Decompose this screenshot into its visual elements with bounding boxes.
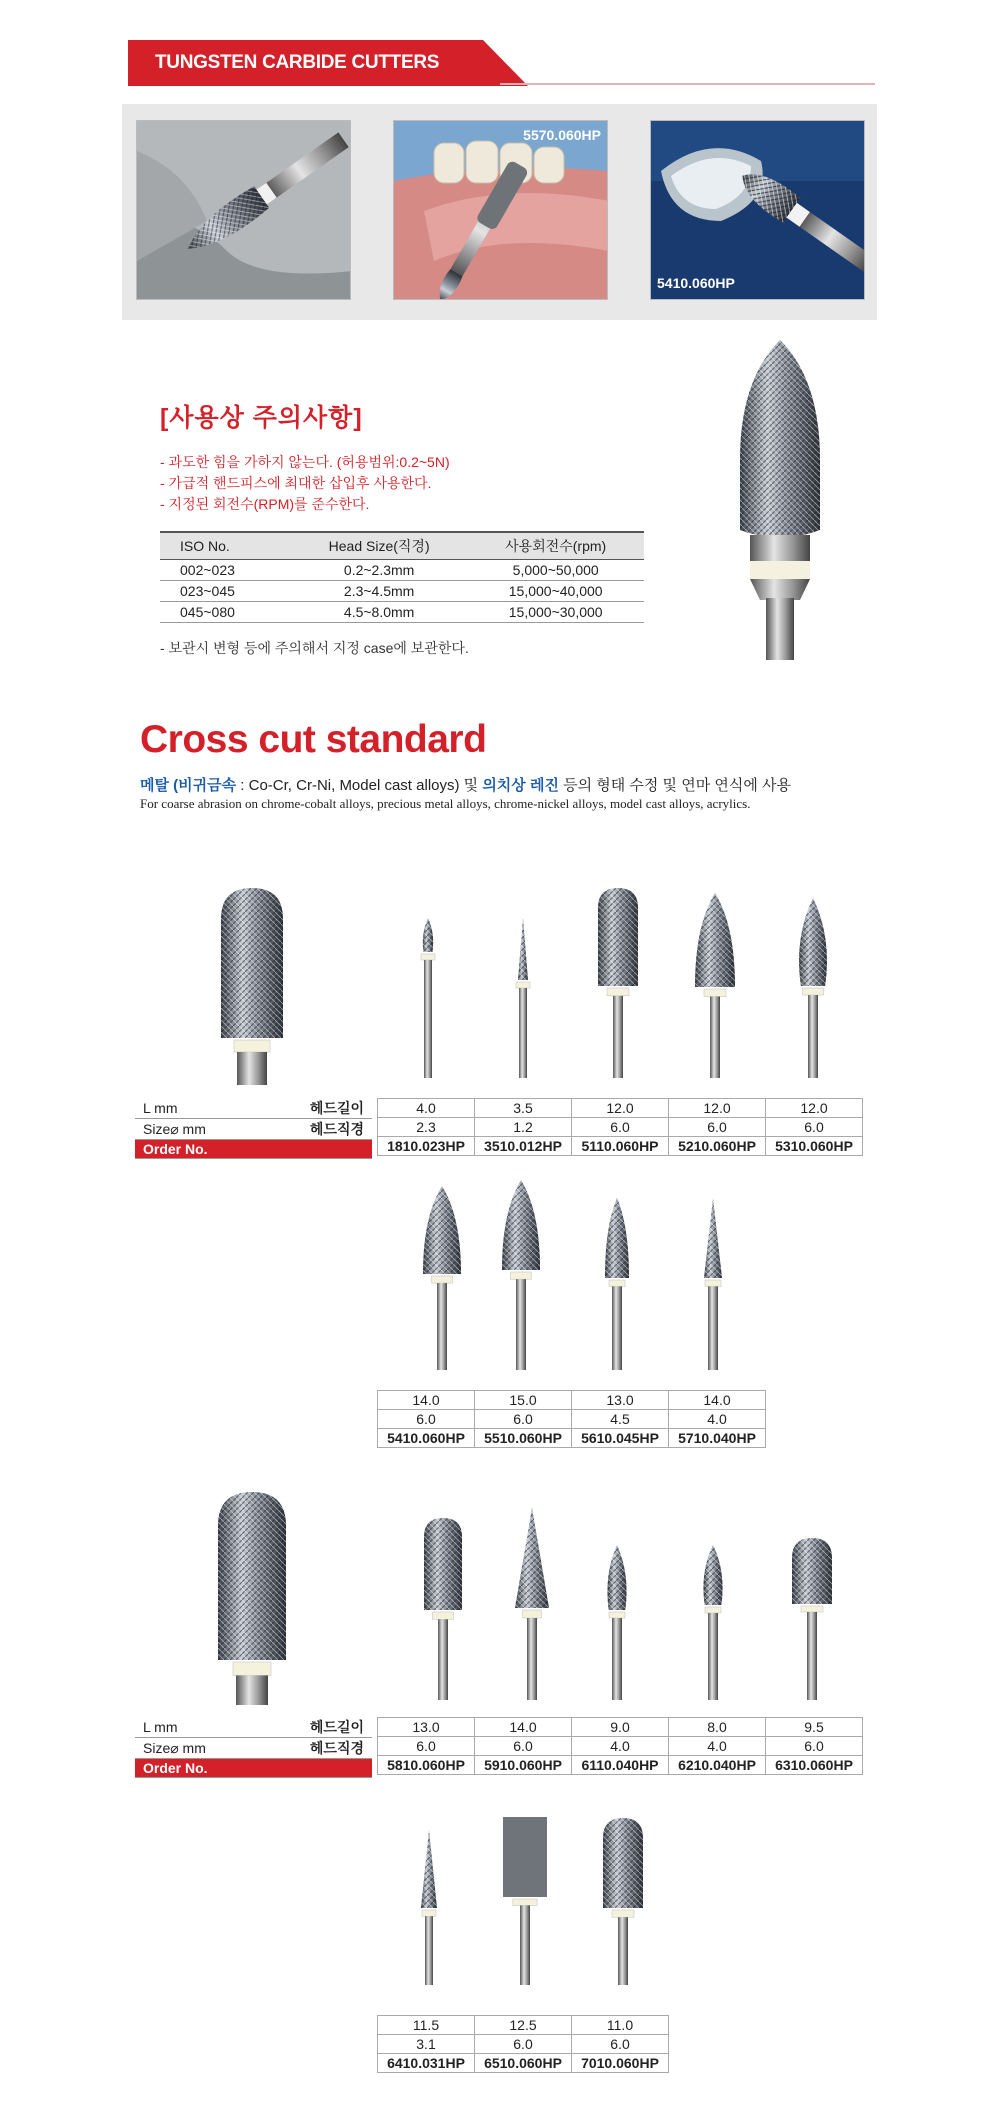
product-table-3 <box>377 1717 863 1775</box>
table-cell: 045~080 <box>160 602 291 623</box>
highlight-text: 의치상 레진 <box>482 777 559 794</box>
rpm-spec-table <box>160 531 644 623</box>
photo-burr-on-model <box>136 120 351 300</box>
length-cell: 4.0 <box>378 1099 475 1118</box>
size-cell: 6.0 <box>766 1737 863 1756</box>
length-cell: 13.0 <box>378 1718 475 1737</box>
table-row <box>160 602 644 623</box>
table-row <box>160 560 644 581</box>
length-cell: 11.5 <box>378 2016 475 2035</box>
burr-image <box>788 898 838 1078</box>
order-cell: 5110.060HP <box>572 1137 669 1156</box>
order-cell: 5910.060HP <box>475 1756 572 1775</box>
length-cell: 3.5 <box>475 1099 572 1118</box>
size-cell: 6.0 <box>475 2035 572 2054</box>
burr-image <box>415 918 441 1078</box>
size-cell: 6.0 <box>572 1118 669 1137</box>
description-text: : Co-Cr, Cr-Ni, Model cast alloys) 및 <box>236 777 483 794</box>
burr-image <box>694 1545 732 1700</box>
table-row <box>160 581 644 602</box>
order-cell: 6310.060HP <box>766 1756 863 1775</box>
length-cell: 13.0 <box>572 1391 669 1410</box>
size-cell: 1.2 <box>475 1118 572 1137</box>
size-cell: 4.0 <box>669 1410 766 1429</box>
order-cell: 3510.012HP <box>475 1137 572 1156</box>
length-cell: 14.0 <box>669 1391 766 1410</box>
table-cell: 5,000~50,000 <box>467 560 644 581</box>
length-cell: 9.5 <box>766 1718 863 1737</box>
order-cell: 1810.023HP <box>378 1137 475 1156</box>
table-cell: 4.5~8.0mm <box>291 602 467 623</box>
burr-image <box>415 1830 443 1985</box>
label-size-mm: Size⌀ mm <box>135 1738 255 1759</box>
label-size-mm: Size⌀ mm <box>135 1119 255 1140</box>
burr-image <box>215 888 289 1085</box>
label-head-diameter: 헤드직경 <box>255 1738 372 1759</box>
caution-item: - 과도한 힘을 가하지 않는다. (허용범위:0.2~5N) <box>160 454 450 470</box>
burr-image <box>698 1198 728 1370</box>
size-cell: 6.0 <box>475 1410 572 1429</box>
photo-resin-work <box>650 120 865 300</box>
large-burr-image <box>700 340 860 660</box>
length-cell: 11.0 <box>572 2016 669 2035</box>
header-divider <box>500 83 875 85</box>
section-description-en: For coarse abrasion on chrome-cobalt alloys, precious metal alloys, chrome-nickel alloys, model cast alloys, acrylics. <box>140 796 751 811</box>
caution-item: - 가급적 핸드피스에 최대한 삽입후 사용한다. <box>160 475 432 491</box>
order-cell: 6210.040HP <box>669 1756 766 1775</box>
label-head-diameter: 헤드직경 <box>255 1119 372 1140</box>
size-cell: 6.0 <box>669 1118 766 1137</box>
size-cell: 2.3 <box>378 1118 475 1137</box>
size-cell: 6.0 <box>572 2035 669 2054</box>
length-cell: 8.0 <box>669 1718 766 1737</box>
length-cell: 12.0 <box>669 1099 766 1118</box>
label-order-no: Order No. <box>135 1759 372 1778</box>
size-cell: 6.0 <box>378 1410 475 1429</box>
size-cell: 4.0 <box>572 1737 669 1756</box>
burr-image <box>592 888 644 1078</box>
length-cell: 12.5 <box>475 2016 572 2035</box>
product-table-4 <box>377 2015 669 2073</box>
caution-item: - 지정된 회전수(RPM)를 준수한다. <box>160 496 370 512</box>
burr-image <box>497 1817 553 1985</box>
size-cell: 6.0 <box>475 1737 572 1756</box>
burr-image <box>418 1518 468 1700</box>
order-cell: 5810.060HP <box>378 1756 475 1775</box>
length-cell: 12.0 <box>766 1099 863 1118</box>
length-cell: 12.0 <box>572 1099 669 1118</box>
burr-image <box>599 1198 635 1370</box>
order-cell: 7010.060HP <box>572 2054 669 2073</box>
order-cell: 6110.040HP <box>572 1756 669 1775</box>
label-l-mm: L mm <box>135 1717 255 1738</box>
highlight-text: 메탈 (비귀금속 <box>140 777 237 794</box>
table-cell: 2.3~4.5mm <box>291 581 467 602</box>
order-cell: 6410.031HP <box>378 2054 475 2073</box>
column-header: 사용회전수(rpm) <box>467 532 644 560</box>
burr-image <box>597 1818 649 1985</box>
table-cell: 002~023 <box>160 560 291 581</box>
column-header: Head Size(직경) <box>291 532 467 560</box>
order-cell: 5610.045HP <box>572 1429 669 1448</box>
order-cell: 5510.060HP <box>475 1429 572 1448</box>
storage-note: - 보관시 변형 등에 주의해서 지정 case에 보관한다. <box>160 640 469 656</box>
order-cell: 6510.060HP <box>475 2054 572 2073</box>
label-head-length: 헤드길이 <box>255 1717 372 1738</box>
length-cell: 14.0 <box>475 1718 572 1737</box>
size-cell: 6.0 <box>766 1118 863 1137</box>
order-cell: 5310.060HP <box>766 1137 863 1156</box>
length-cell: 14.0 <box>378 1391 475 1410</box>
label-order-no: Order No. <box>135 1140 372 1159</box>
label-head-length: 헤드길이 <box>255 1098 372 1119</box>
page-title: TUNGSTEN CARBIDE CUTTERS <box>155 52 440 73</box>
spec-labels <box>135 1098 372 1159</box>
caution-title: [사용상 주의사항] <box>160 404 363 432</box>
spec-labels <box>135 1717 372 1778</box>
burr-image <box>496 1180 546 1370</box>
order-cell: 5210.060HP <box>669 1137 766 1156</box>
description-text: 등의 형태 수정 및 연마 연식에 사용 <box>558 777 791 794</box>
label-l-mm: L mm <box>135 1098 255 1119</box>
table-cell: 0.2~2.3mm <box>291 560 467 581</box>
size-cell: 3.1 <box>378 2035 475 2054</box>
table-cell: 023~045 <box>160 581 291 602</box>
section-title: Cross cut standard <box>140 718 487 761</box>
product-table-2 <box>377 1390 766 1448</box>
length-cell: 9.0 <box>572 1718 669 1737</box>
photo-label-5410: 5410.060HP <box>657 275 735 291</box>
photo-label-5570: 5570.060HP <box>523 127 601 143</box>
table-cell: 15,000~30,000 <box>467 602 644 623</box>
size-cell: 4.0 <box>669 1737 766 1756</box>
burr-image <box>212 1492 292 1705</box>
column-header: ISO No. <box>160 532 291 560</box>
product-table-1 <box>377 1098 863 1156</box>
burr-image <box>786 1538 838 1700</box>
burr-image <box>598 1545 636 1700</box>
table-cell: 15,000~40,000 <box>467 581 644 602</box>
burr-image <box>417 1186 467 1370</box>
size-cell: 6.0 <box>378 1737 475 1756</box>
order-cell: 5410.060HP <box>378 1429 475 1448</box>
order-cell: 5710.040HP <box>669 1429 766 1448</box>
burr-image <box>689 893 741 1078</box>
length-cell: 15.0 <box>475 1391 572 1410</box>
burr-image <box>509 1508 555 1700</box>
photo-denture-work <box>393 120 608 300</box>
section-description-ko <box>140 774 791 795</box>
burr-image <box>512 918 534 1078</box>
size-cell: 4.5 <box>572 1410 669 1429</box>
caution-list <box>160 452 450 515</box>
